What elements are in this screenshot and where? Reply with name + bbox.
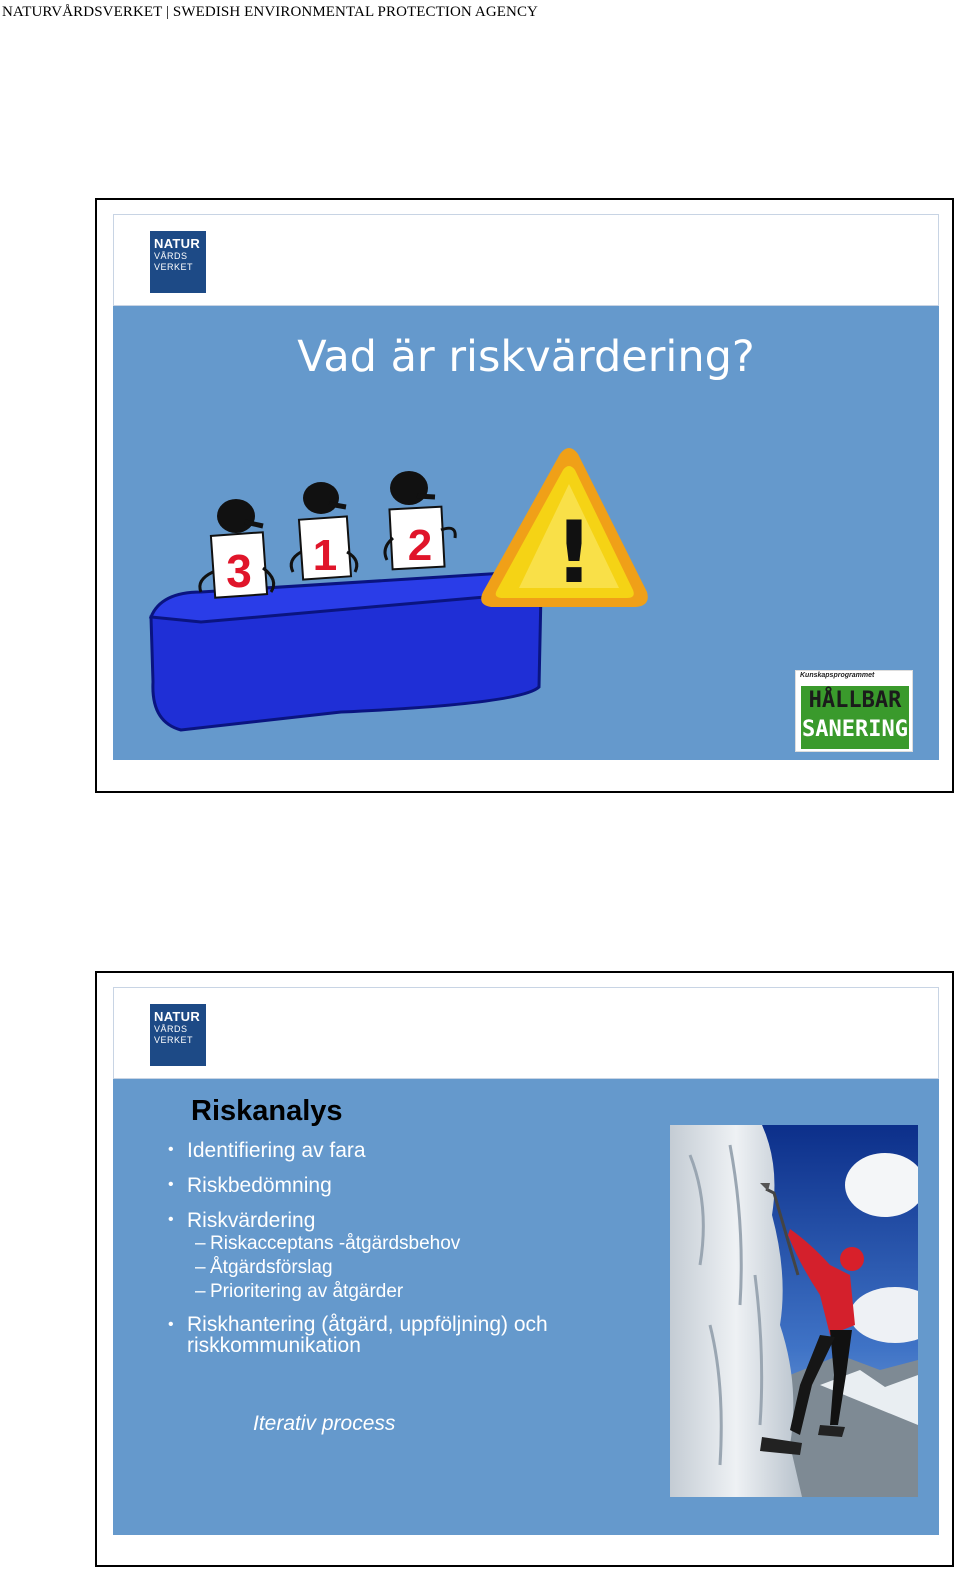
judges-illustration (141, 442, 651, 742)
slide-2-frame (95, 971, 954, 1567)
last-bullet-line-1: Riskhantering (åtgärd, uppföljning) och (187, 1313, 548, 1337)
bullet-item: • Riskbedömning (168, 1174, 548, 1197)
hallbar-top-label: Kunskapsprogrammet (800, 672, 875, 679)
iterativ-process-label: Iterativ process (253, 1412, 396, 1435)
bullet-item: • Identifiering av fara (168, 1139, 548, 1162)
naturvardsverket-logo (150, 1004, 206, 1066)
sanering-word: SANERING (802, 717, 908, 742)
sub-bullet-list (168, 1232, 548, 1304)
slide-header-band (113, 987, 939, 1079)
warning-exclamation-icon: ! (554, 503, 594, 603)
slide-header-band (113, 214, 939, 306)
logo-line-1: NATUR (154, 236, 201, 251)
slide-2 (113, 987, 939, 1535)
bullet-item-last (168, 1314, 548, 1356)
judge-1-score: 3 (226, 545, 252, 597)
slide-1 (113, 214, 939, 760)
naturvardsverket-logo (150, 231, 206, 293)
logo-line-2: VÅRDS (154, 251, 188, 261)
judge-2-score: 1 (312, 531, 338, 580)
sub-bullet-item: – Åtgärdsförslag (168, 1256, 548, 1280)
ice-climber-photo (670, 1125, 918, 1497)
logo-line-2: VÅRDS (154, 1024, 188, 1034)
slide-2-title: Riskanalys (191, 1095, 343, 1127)
hallbar-word: HÅLLBAR (808, 688, 902, 713)
judge-3-score: 2 (407, 521, 433, 570)
last-bullet-line-2: riskkommunikation (187, 1334, 361, 1358)
bullet-item: • Riskvärdering (168, 1209, 548, 1232)
logo-line-3: VERKET (154, 262, 194, 272)
logo-line-3: VERKET (154, 1035, 194, 1045)
logo-line-1: NATUR (154, 1009, 201, 1024)
sub-bullet-item: – Riskacceptans -åtgärdsbehov (168, 1232, 548, 1256)
sub-bullet-item: – Prioritering av åtgärder (168, 1280, 548, 1304)
hallbar-sanering-logo (795, 670, 913, 752)
page-header: NATURVÅRDSVERKET | SWEDISH ENVIRONMENTAL PROTECTION AGENCY (2, 4, 538, 20)
slide-1-title: Vad är riskvärdering? (297, 332, 755, 382)
slide-1-frame (95, 198, 954, 793)
hallbar-green-box (801, 686, 909, 749)
bullet-list (168, 1139, 548, 1368)
